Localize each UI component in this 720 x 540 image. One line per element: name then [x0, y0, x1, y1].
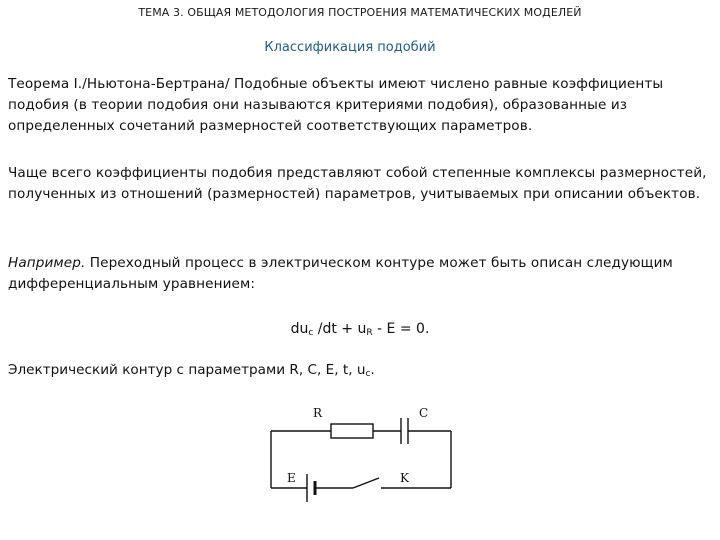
differential-equation — [0, 321, 720, 338]
switch-lever — [353, 478, 379, 488]
complexes-paragraph: Чаще всего коэффициенты подобия представляют собой степенные комплексы размерностей, полученных из отношений (размерностей) параметров, учитываемых при описании объектов. — [8, 165, 707, 202]
caption-sub: c — [365, 369, 371, 379]
label-r: R — [313, 406, 323, 420]
theorem-text: Подобные объекты имеют числено равные коэффициенты подобия (в теории подобия они называются критериями подобия), образованные из определенных сочетаний размерностей соответствующих параметров. — [8, 76, 664, 134]
formula-part-2: /dt + u — [313, 321, 367, 337]
theorem-paragraph — [8, 74, 708, 137]
example-text: Переходный процесс в электрическом контуре может быть описан следующим дифференциальным уравнением: — [8, 255, 673, 292]
example-lead: Например. — [8, 255, 86, 271]
example-paragraph — [8, 253, 708, 295]
label-k: K — [400, 471, 409, 485]
circuit-caption — [8, 362, 375, 379]
resistor-symbol — [331, 424, 373, 438]
formula-part-3: - E = 0. — [372, 321, 430, 337]
formula-sub-r: R — [366, 328, 373, 338]
label-c: C — [419, 406, 429, 420]
section-subtitle: Классификация подобий — [264, 40, 436, 55]
topic-header: ТЕМА 3. ОБЩАЯ МЕТОДОЛОГИЯ ПОСТРОЕНИЯ МАТЕМАТИЧЕСКИХ МОДЕЛЕЙ — [138, 6, 582, 19]
formula-sub-c: c — [308, 328, 314, 338]
circuit-diagram — [255, 400, 465, 510]
caption-end: . — [370, 362, 375, 378]
caption-text: Электрический контур с параметрами R, С, Е, t, u — [8, 362, 366, 378]
formula-part-1: du — [290, 321, 309, 337]
theorem-lead: Теорема I./Ньютона-Бертрана/ — [8, 76, 230, 92]
label-e: E — [287, 471, 296, 485]
